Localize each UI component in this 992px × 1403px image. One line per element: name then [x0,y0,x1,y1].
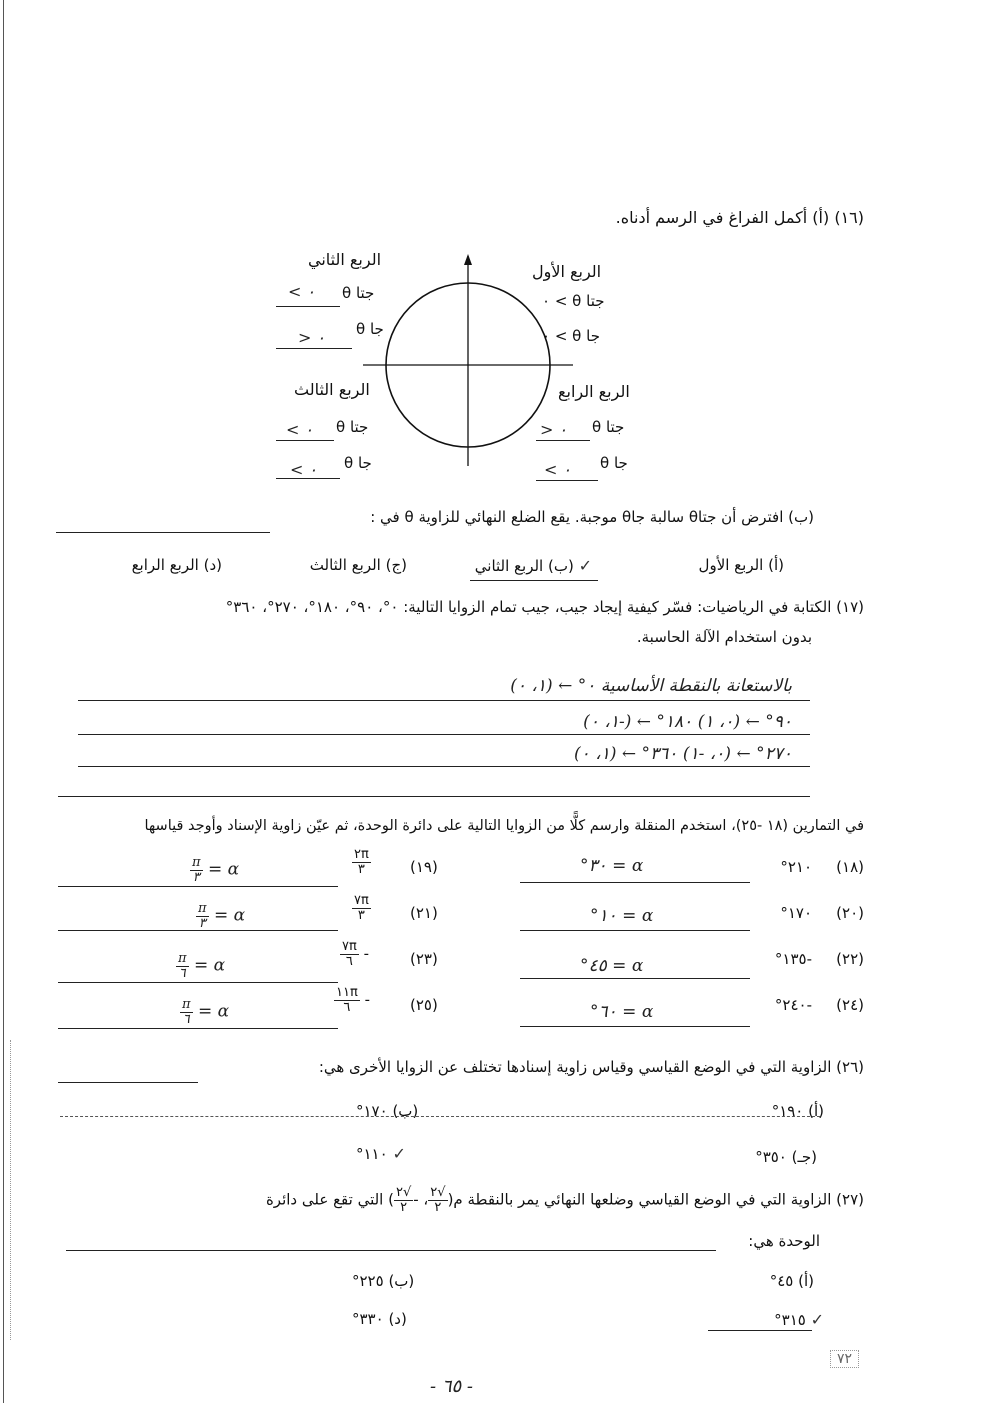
ex19-angle-den: ٣ [357,861,365,877]
q26-dotted-line [60,1116,820,1117]
ex21-answer-den: ٣ [198,915,206,931]
q26-option-d-value: ١١٠° [356,1145,388,1163]
q27-answer-blank [66,1250,716,1251]
ex23-number: (٢٣) [410,950,438,968]
ex24-angle: -٢٤٠° [774,996,812,1014]
q26-option-c: (جـ) ٣٥٠° [755,1148,817,1166]
q27-option-b: (ب) ٢٢٥° [352,1272,415,1290]
ex23-angle-num: ٧π [342,939,357,954]
ex25-angle-num: ١١π [336,985,358,1000]
q3-sin-answer: ٠ > [290,460,318,479]
q3-cos-blank [276,440,334,441]
unit-circle-diagram [355,252,585,472]
q27-check-mark-icon: ✓ [810,1310,824,1329]
q3-title: الربع الثالث [294,380,370,399]
page-number: - ٦٥ - [430,1376,473,1397]
ex24-blank [520,1026,750,1027]
q26-option-b: (ب) ١٧٠° [356,1102,419,1120]
q27-option-d: (د) ٣٣٠° [352,1310,407,1328]
ex25-number: (٢٥) [410,996,438,1014]
ex23-answer [176,952,225,980]
q17-handwritten-1: بالاستعانة بالنقطة الأساسية ٠° ← (١، ٠) [510,676,792,696]
ex18-blank [520,882,750,883]
q4-sin-blank [536,480,598,481]
q16-b-option-b-label: (ب) الربع الثاني [474,557,574,575]
ex19-number: (١٩) [410,858,438,876]
ex23-answer-num: π [178,951,187,966]
q3-cos-answer: ٠ > [286,420,314,439]
q1-cos: جتا θ > ٠ [542,292,605,310]
q27-p2-num: √٢ [395,1185,412,1200]
q16-b-option-d: (د) الربع الرابع [131,556,222,574]
q26-option-a: (أ) ١٩٠° [771,1102,824,1120]
ex18-angle: ٢١٠° [780,858,812,876]
ex19-angle [352,848,371,876]
q2-sin-answer: ٠ < [298,328,326,347]
ex20-number: (٢٠) [836,904,864,922]
ex25-angle-den: ٦ [343,999,351,1015]
ex22-number: (٢٢) [836,950,864,968]
q4-cos-label: جتا θ [592,418,625,436]
ex23-sign: - [363,944,370,963]
ex25-answer-label: α = [197,1001,230,1022]
ex20-angle: ١٧٠° [780,904,812,922]
ex23-angle-den: ٦ [345,953,353,969]
ex20-blank [520,930,750,931]
ex18-answer: α = ٣٠° [580,856,644,876]
q4-sin-answer: ٠ > [544,460,572,479]
q2-cos-blank [276,306,340,307]
ex21-angle-den: ٣ [357,907,365,923]
q2-sin-label: جا θ [356,320,384,338]
ex21-number: (٢١) [410,904,438,922]
ex25-answer-num: π [182,997,191,1012]
q16-b-option-a: (أ) الربع الأول [698,556,784,574]
q27-p1-den: ٢ [434,1199,442,1215]
ex23-answer-den: ٦ [178,965,186,981]
q16-b-option-b [475,556,592,575]
q3-sin-label: جا θ [344,454,372,472]
q26-check-mark-icon: ✓ [392,1144,406,1163]
q17-prompt-line2: بدون استخدام الآلة الحاسبة. [636,628,812,646]
q3-cos-label: جتا θ [336,418,369,436]
y-axis-arrow-icon [464,254,472,265]
q27-prompt [266,1186,864,1214]
margin-dots [10,1040,11,1340]
ex22-answer: α = ٤٥° [580,956,644,976]
ex23-answer-label: α = [193,955,226,976]
ex23-blank [58,982,338,983]
ex21-answer-label: α = [213,905,246,926]
ex21-angle-num: ٧π [354,893,369,908]
ex25-answer [180,998,229,1026]
q26-answer-blank [58,1082,198,1083]
ex25-answer-den: ٦ [182,1011,190,1027]
ex21-blank [58,930,338,931]
page-stamp: ٧٢ [830,1350,859,1368]
q27-option-c-value: ٣١٥° [774,1311,806,1329]
ex19-angle-num: ٢π [354,847,369,862]
ex21-answer [196,902,245,930]
q17-answer-line-1 [78,700,810,701]
ex22-blank [520,978,750,979]
q16-a-prompt: (١٦) (أ) أكمل الفراغ في الرسم أدناه. [615,208,864,227]
q17-handwritten-2: ٩٠° ← (٠، ١) ١٨٠° ← (-١، ٠) [583,712,792,732]
q26-option-d [356,1144,406,1163]
check-mark-icon: ✓ [578,556,592,575]
q17-answer-line-2 [78,734,810,735]
q27-option-a: (أ) ٤٥° [769,1272,814,1290]
q2-sin-blank [276,348,352,349]
q17-prompt-line1: (١٧) الكتابة في الرياضيات: فسّر كيفية إيجاد جيب، جيب تمام الزوايا التالية: ٠°، ٩٠°، ١٨٠°، ٢٧٠°، ٣٦٠° [225,598,864,616]
q27-option-c-underline [708,1330,812,1331]
q27-p2-den: ٢ [400,1199,408,1215]
q2-cos-label: جتا θ [342,284,375,302]
ex19-answer-label: α = [207,859,240,880]
exercises-intro: في التمارين (١٨ -٢٥)، استخدم المنقلة وارسم كلًّا من الزوايا التالية على دائرة الوحدة، ثم عيّن زاوية الإسناد وأوجد قياسها [144,818,864,834]
q27-sep: ، - [413,1190,429,1209]
ex22-angle: -١٣٥° [774,950,812,968]
ex21-answer-num: π [198,901,207,916]
q27-p1-num: √٢ [430,1185,446,1200]
ex24-answer: α = ٦٠° [590,1002,654,1022]
ex24-number: (٢٤) [836,996,864,1014]
q16-b-prompt: (ب) افترض أن جتاθ سالبة جاθ موجبة. يقع الضلع النهائي للزاوية θ في : [370,508,814,526]
q16-b-option-c: (ج) الربع الثالث [309,556,407,574]
ex25-blank [58,1028,338,1029]
q16-b-answer-blank [56,532,270,533]
ex20-answer: α = ١٠° [590,906,654,926]
q27-option-c [774,1310,824,1329]
q4-title: الربع الرابع [558,382,630,401]
q1-title: الربع الأول [532,262,602,281]
q2-cos-answer: ٠ > [288,282,316,301]
q17-answer-line-4 [58,796,810,797]
ex19-answer-den: ٣ [192,869,200,885]
q1-sin: جا θ > ٠ [542,327,600,345]
ex19-answer-num: π [192,855,201,870]
q17-handwritten-3: ٢٧٠° ← (٠، -١) ٣٦٠° ← (١، ٠) [574,744,792,764]
binding-edge-line [3,0,4,1403]
q4-cos-blank [536,440,590,441]
q3-sin-blank [276,478,340,479]
ex21-angle [352,894,371,922]
q16-b-option-b-underline [470,580,598,581]
ex18-number: (١٨) [836,858,864,876]
q26-prompt: (٢٦) الزاوية التي في الوضع القياسي وقياس زاوية إسنادها تختلف عن الزوايا الأخرى هي: [318,1058,864,1076]
q27-prompt-line2: الوحدة هي: [748,1232,820,1250]
ex25-angle [334,986,370,1014]
q4-sin-label: جا θ [600,454,628,472]
q4-cos-answer: ٠ < [540,420,568,439]
q27-prompt-end: ) التي تقع على دائرة [265,1190,394,1209]
ex19-answer [190,856,239,884]
q27-prompt-start: (٢٧) الزاوية التي في الوضع القياسي وضلعها النهائي يمر بالنقطة م( [447,1190,864,1209]
ex23-angle [340,940,369,968]
ex19-blank [58,886,338,887]
q17-answer-line-3 [78,766,810,767]
ex25-sign: - [364,990,370,1009]
q2-title: الربع الثاني [308,250,382,269]
